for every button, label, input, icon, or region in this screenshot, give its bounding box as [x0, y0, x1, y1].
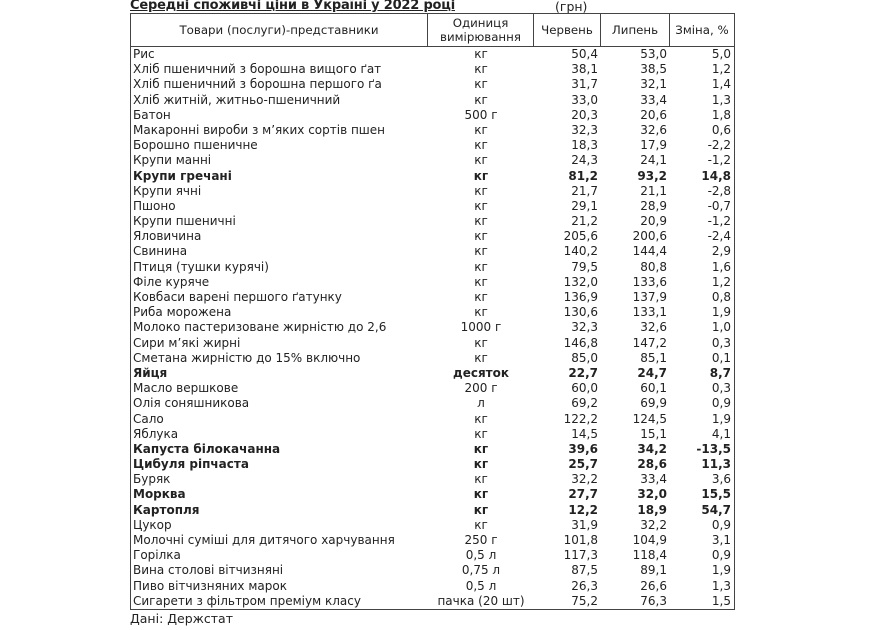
cell-july: 38,5	[640, 62, 667, 77]
cell-june: 205,6	[563, 229, 598, 244]
table-row	[131, 442, 734, 457]
cell-change: 1,9	[711, 305, 731, 320]
cell-item: Свинина	[133, 244, 188, 259]
cell-june: 18,3	[571, 138, 598, 153]
cell-june: 26,3	[571, 578, 598, 593]
cell-july: 76,3	[640, 593, 667, 608]
cell-change: 3,1	[711, 533, 731, 547]
cell-july: 24,1	[640, 153, 667, 168]
cell-june: 79,5	[571, 259, 598, 274]
cell-unit: 0,75 л	[461, 563, 501, 578]
cell-unit: кг	[474, 198, 488, 213]
cell-unit: кг	[474, 259, 488, 274]
cell-item: Молоко пастеризоване жирністю до 2,6	[133, 320, 387, 335]
cell-change: -1,2	[707, 153, 731, 168]
cell-june: 75,2	[571, 593, 598, 608]
cell-july: 147,2	[632, 335, 667, 350]
table-row	[131, 412, 734, 427]
table-row	[131, 548, 734, 563]
cell-item: Крупи ячні	[133, 183, 202, 198]
cell-change: 1,6	[711, 259, 731, 274]
cell-item: Яйця	[133, 365, 168, 380]
cell-change: 2,9	[711, 244, 731, 259]
cell-june: 122,2	[563, 411, 598, 426]
header-item: Товари (послуги)-представники	[131, 14, 428, 46]
table-row	[131, 184, 734, 199]
cell-item: Вина столові вітчизняні	[133, 563, 284, 578]
cell-june: 140,2	[563, 244, 598, 259]
table-header	[131, 14, 734, 47]
cell-unit: кг	[473, 441, 489, 456]
cell-july: 133,6	[632, 274, 667, 289]
cell-july: 137,9	[632, 290, 667, 304]
cell-june: 85,0	[571, 350, 598, 365]
cell-unit: кг	[473, 457, 489, 472]
cell-unit: кг	[474, 214, 488, 229]
cell-item: Птиця (тушки курячі)	[133, 259, 269, 274]
table-row	[131, 427, 734, 442]
cell-item: Хліб пшеничний з борошна вищого ґат	[133, 62, 382, 77]
cell-june: 20,3	[571, 107, 598, 122]
table-row	[131, 336, 734, 351]
cell-unit: 0,5 л	[465, 548, 497, 563]
table-row	[131, 563, 734, 578]
cell-item: Крупи манні	[133, 153, 212, 168]
table-row	[131, 381, 734, 396]
price-table	[130, 13, 735, 610]
cell-change: 5,0	[711, 47, 731, 61]
cell-change: 0,8	[711, 290, 731, 304]
header-change: Зміна, %	[675, 23, 729, 37]
cell-june: 21,2	[571, 214, 598, 229]
cell-july: 89,1	[640, 563, 667, 578]
cell-unit: кг	[474, 350, 488, 365]
cell-change: -0,7	[707, 198, 731, 213]
cell-july: 118,4	[632, 548, 667, 563]
cell-change: 0,9	[711, 396, 731, 411]
cell-july: 33,4	[640, 472, 667, 487]
table-row	[131, 518, 734, 533]
table-row	[131, 351, 734, 366]
cell-item: Пшоно	[133, 198, 176, 213]
cell-item: Риба морожена	[133, 305, 232, 320]
cell-item: Цибуля ріпчаста	[133, 457, 249, 472]
cell-item: Масло вершкове	[133, 381, 239, 396]
table-row	[131, 366, 734, 381]
cell-july: 60,1	[640, 381, 667, 396]
cell-july: 124,5	[632, 411, 667, 426]
cell-july: 28,9	[640, 198, 667, 213]
cell-june: 33,0	[571, 92, 598, 107]
cell-change: 1,9	[711, 563, 731, 578]
table-row	[131, 153, 734, 168]
source-note: Дані: Держстат	[130, 611, 234, 626]
cell-june: 130,6	[563, 305, 598, 320]
cell-june: 146,8	[563, 335, 598, 350]
cell-july: 34,2	[637, 441, 667, 456]
cell-june: 31,7	[571, 77, 598, 92]
table-row	[131, 260, 734, 275]
table-row	[131, 62, 734, 77]
cell-june: 60,0	[571, 381, 598, 396]
header-july: Липень	[601, 14, 670, 46]
cell-july: 32,1	[640, 77, 667, 92]
cell-change: 0,9	[711, 548, 731, 563]
table-row	[131, 594, 734, 609]
cell-july: 20,9	[640, 214, 667, 229]
table-title: Середні споживчі ціни в Україні у 2022 році	[130, 0, 455, 13]
cell-june: 27,7	[568, 487, 598, 502]
cell-item: Хліб пшеничний з борошна першого ґа	[133, 77, 382, 92]
cell-june: 32,3	[571, 320, 598, 335]
cell-june: 136,9	[563, 290, 598, 304]
table-row	[131, 47, 734, 62]
table-row	[131, 229, 734, 244]
cell-unit: кг	[474, 411, 488, 426]
table-row	[131, 487, 734, 502]
cell-change: 15,5	[701, 487, 731, 502]
cell-item: Олія соняшникова	[133, 396, 250, 411]
cell-june: 87,5	[571, 563, 598, 578]
table-row	[131, 93, 734, 108]
cell-change: 1,5	[711, 593, 731, 608]
cell-item: Батон	[133, 107, 171, 122]
cell-unit: 0,5 л	[465, 578, 497, 593]
cell-june: 38,1	[571, 62, 598, 77]
cell-june: 39,6	[568, 441, 598, 456]
cell-june: 32,3	[571, 122, 598, 137]
cell-june: 29,1	[571, 198, 598, 213]
cell-june: 21,7	[571, 183, 598, 198]
cell-unit: кг	[474, 335, 488, 350]
cell-change: 1,4	[711, 77, 731, 92]
cell-unit: пачка (20 шт)	[437, 593, 525, 608]
cell-july: 32,0	[637, 487, 667, 502]
cell-change: -13,5	[696, 441, 731, 456]
cell-change: 1,9	[711, 411, 731, 426]
cell-july: 17,9	[640, 138, 667, 153]
cell-july: 32,6	[640, 122, 667, 137]
cell-change: -2,2	[707, 138, 731, 153]
cell-unit: десяток	[453, 365, 509, 380]
cell-july: 15,1	[640, 426, 667, 441]
cell-july: 85,1	[640, 350, 667, 365]
cell-unit: кг	[474, 305, 488, 320]
cell-july: 93,2	[637, 168, 667, 183]
cell-june: 14,5	[571, 426, 598, 441]
cell-change: 0,6	[711, 122, 731, 137]
cell-item: Сигарети з фільтром преміум класу	[133, 593, 361, 608]
cell-unit: кг	[474, 229, 488, 244]
cell-unit: кг	[473, 168, 489, 183]
cell-item: Морква	[133, 487, 186, 502]
cell-item: Цукор	[133, 517, 172, 532]
cell-change: 0,9	[711, 517, 731, 532]
cell-july: 26,6	[640, 578, 667, 593]
cell-june: 24,3	[571, 153, 598, 168]
cell-unit: кг	[474, 244, 488, 259]
table-row	[131, 503, 734, 518]
table-body	[131, 47, 734, 609]
cell-change: 4,1	[711, 426, 731, 441]
currency-note: (грн)	[555, 0, 588, 14]
cell-item: Філе куряче	[133, 274, 210, 289]
cell-july: 200,6	[632, 229, 667, 244]
cell-june: 32,2	[571, 472, 598, 487]
cell-june: 12,2	[568, 502, 598, 517]
table-row	[131, 396, 734, 411]
cell-unit: кг	[474, 426, 488, 441]
cell-unit: кг	[473, 502, 489, 517]
cell-change: 0,3	[711, 381, 731, 396]
table-row	[131, 214, 734, 229]
cell-change: 1,0	[711, 320, 731, 335]
cell-change: 0,3	[711, 335, 731, 350]
cell-item: Сири м’які жирні	[133, 335, 241, 350]
table-row	[131, 199, 734, 214]
cell-item: Капуста білокачанна	[133, 441, 281, 456]
table-row	[131, 244, 734, 259]
cell-july: 28,6	[637, 457, 667, 472]
cell-item: Горілка	[133, 548, 181, 563]
cell-june: 22,7	[568, 365, 598, 380]
cell-july: 33,4	[640, 92, 667, 107]
cell-july: 32,6	[640, 320, 667, 335]
cell-unit: кг	[474, 153, 488, 168]
cell-june: 117,3	[563, 548, 598, 563]
header-unit: Одиниця вимірювання	[428, 14, 534, 46]
cell-item: Пиво вітчизняних марок	[133, 578, 287, 593]
cell-unit: кг	[474, 92, 488, 107]
cell-july: 24,7	[637, 365, 667, 380]
cell-july: 69,9	[640, 396, 667, 411]
cell-unit: 200 г	[464, 381, 498, 396]
cell-item: Сметана жирністю до 15% включно	[133, 350, 361, 365]
cell-june: 101,8	[563, 533, 598, 547]
cell-change: 1,2	[711, 274, 731, 289]
cell-change: -1,2	[707, 214, 731, 229]
cell-june: 132,0	[563, 274, 598, 289]
cell-unit: 1000 г	[460, 320, 502, 335]
table-row	[131, 533, 734, 548]
cell-item: Крупи пшеничні	[133, 214, 236, 229]
cell-item: Яловичина	[133, 229, 202, 244]
table-row	[131, 169, 734, 184]
cell-item: Сало	[133, 411, 164, 426]
cell-unit: 500 г	[464, 107, 498, 122]
cell-change: -2,4	[707, 229, 731, 244]
cell-unit: кг	[474, 274, 488, 289]
cell-change: 1,8	[711, 107, 731, 122]
cell-july: 80,8	[640, 259, 667, 274]
cell-item: Яблука	[133, 426, 179, 441]
cell-unit: кг	[474, 122, 488, 137]
cell-unit: кг	[474, 77, 488, 92]
cell-july: 144,4	[632, 244, 667, 259]
table-row	[131, 472, 734, 487]
cell-june: 25,7	[568, 457, 598, 472]
cell-item: Молочні суміші для дитячого харчування	[133, 533, 395, 547]
table-row	[131, 77, 734, 92]
cell-june: 81,2	[568, 168, 598, 183]
header-june: Червень	[534, 14, 601, 46]
cell-change: 1,3	[711, 578, 731, 593]
cell-change: -2,8	[707, 183, 731, 198]
table-row	[131, 320, 734, 335]
cell-unit: кг	[474, 472, 488, 487]
cell-change: 1,2	[711, 62, 731, 77]
cell-unit: кг	[474, 517, 488, 532]
cell-june: 50,4	[571, 47, 598, 61]
cell-change: 1,3	[711, 92, 731, 107]
cell-june: 31,9	[571, 517, 598, 532]
table-row	[131, 108, 734, 123]
table-row	[131, 457, 734, 472]
cell-unit: 250 г	[464, 533, 498, 547]
cell-item: Картопля	[133, 502, 200, 517]
cell-july: 21,1	[640, 183, 667, 198]
cell-july: 133,1	[632, 305, 667, 320]
cell-july: 32,2	[640, 517, 667, 532]
cell-item: Ковбаси варені першого ґатунку	[133, 290, 342, 304]
table-row	[131, 290, 734, 305]
cell-unit: кг	[474, 138, 488, 153]
cell-unit: кг	[474, 62, 488, 77]
cell-july: 53,0	[640, 47, 667, 61]
cell-unit: кг	[474, 290, 488, 304]
cell-july: 20,6	[640, 107, 667, 122]
cell-change: 0,1	[711, 350, 731, 365]
table-row	[131, 275, 734, 290]
cell-change: 14,8	[701, 168, 731, 183]
cell-unit: л	[477, 396, 485, 411]
cell-change: 54,7	[701, 502, 731, 517]
table-row	[131, 579, 734, 594]
cell-unit: кг	[474, 183, 488, 198]
cell-june: 69,2	[571, 396, 598, 411]
cell-item: Борошно пшеничне	[133, 138, 258, 153]
cell-july: 18,9	[637, 502, 667, 517]
cell-item: Буряк	[133, 472, 171, 487]
cell-item: Макаронні вироби з м’яких сортів пшен	[133, 122, 386, 137]
cell-change: 3,6	[711, 472, 731, 487]
cell-july: 104,9	[632, 533, 667, 547]
table-row	[131, 123, 734, 138]
cell-unit: кг	[474, 47, 488, 61]
cell-unit: кг	[473, 487, 489, 502]
cell-item: Рис	[133, 47, 155, 61]
cell-change: 11,3	[701, 457, 731, 472]
cell-change: 8,7	[709, 365, 731, 380]
cell-item: Крупи гречані	[133, 168, 232, 183]
cell-item: Хліб житній, житньо-пшеничний	[133, 92, 341, 107]
table-row	[131, 138, 734, 153]
table-row	[131, 305, 734, 320]
